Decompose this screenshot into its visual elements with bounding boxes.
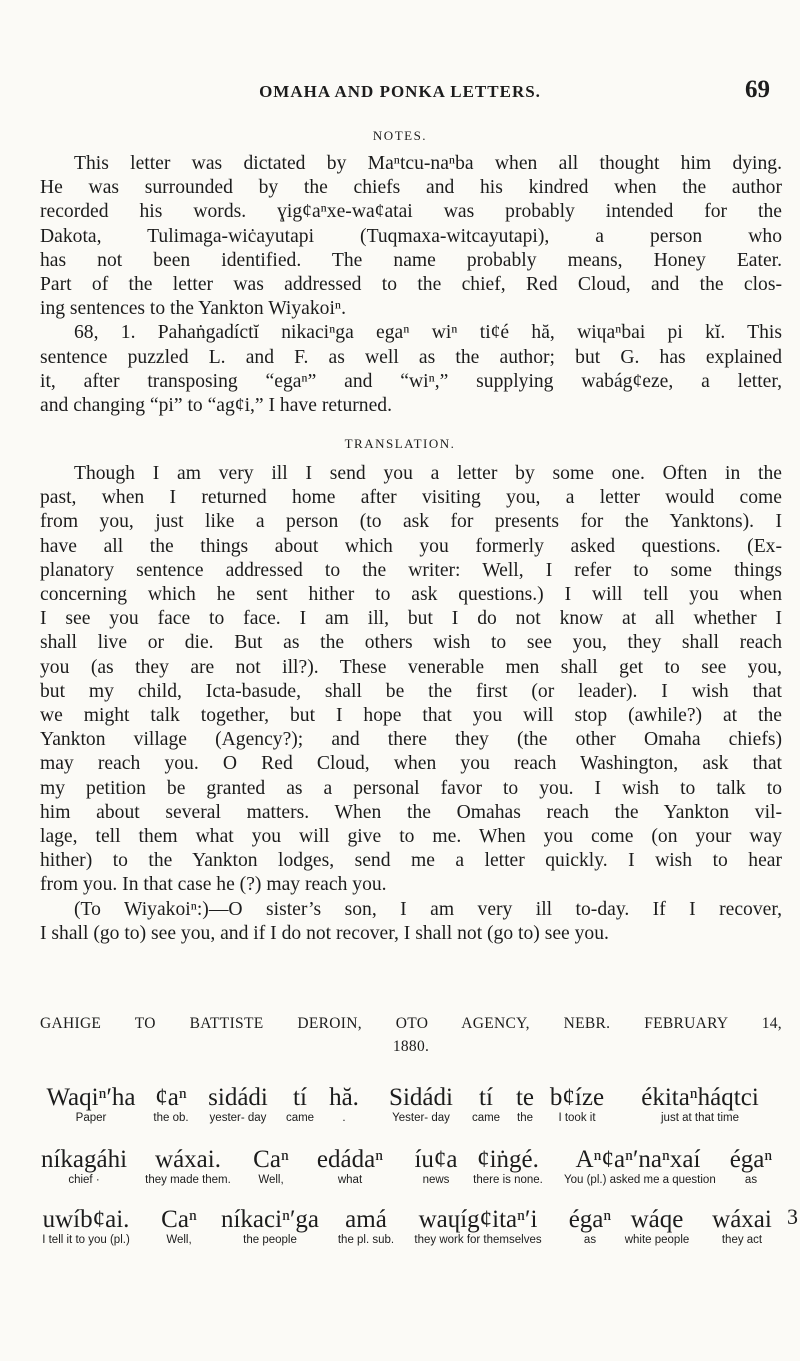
notes-paragraph [40, 152, 782, 418]
omaha-word: sidádi [208, 1084, 268, 1111]
english-gloss: I took it [558, 1112, 596, 1124]
interlinear-word [564, 1146, 716, 1187]
english-gloss: came [285, 1112, 315, 1124]
notes-line: Dakota, Tulimaga-wiċayutapi (Tuqmaxa-witcayutapi), a person who [40, 225, 782, 247]
translation-line: but my child, Icta-basude, shall be the first (or leader). I wish that [40, 680, 782, 702]
interlinear-word [246, 1146, 296, 1187]
interlinear-word [398, 1206, 558, 1247]
translation-line: from you. In that case he (?) may reach you. [40, 874, 387, 896]
notes-line: recorded his words. ɣig¢aⁿxe-wa¢atai was probably intended for the [40, 201, 782, 223]
english-gloss: just at that time [661, 1112, 739, 1124]
notes-line: ing sentences to the Yankton Wiyakoiⁿ. [40, 298, 346, 320]
translation-line: (To Wiyakoiⁿ:)—O sister’s son, I am very ill to-day. If I recover, [74, 898, 782, 920]
omaha-word: íu¢a [414, 1146, 458, 1173]
english-gloss: white people [624, 1234, 690, 1246]
omaha-word: te [515, 1084, 535, 1111]
interlinear-word [616, 1084, 784, 1125]
translation-line: we might talk together, but I hope that you will stop (awhile?) at the [40, 705, 782, 727]
english-gloss: the pl. sub. [337, 1234, 395, 1246]
letter-heading [40, 1012, 782, 1058]
translation-line: past, when I returned home after visiting you, a letter would come [40, 487, 782, 509]
translation-line: shall live or die. But as the others wish to see you, they shall reach [40, 632, 782, 654]
interlinear-word [466, 1084, 506, 1125]
omaha-word: b¢íze [549, 1084, 605, 1111]
english-gloss: . [342, 1112, 346, 1124]
omaha-word: níkaciⁿ′ga [220, 1206, 320, 1233]
interlinear-word [378, 1084, 464, 1125]
omaha-word: tí [479, 1084, 493, 1111]
omaha-word: Sidádi [389, 1084, 453, 1111]
english-gloss: they act [721, 1234, 763, 1246]
omaha-word: ékitaⁿháqtci [641, 1084, 759, 1111]
omaha-word: níkagáhi [40, 1146, 128, 1173]
translation-line: may reach you. O Red Cloud, when you reach Washington, ask that [40, 753, 782, 775]
omaha-word: tí [293, 1084, 307, 1111]
interlinear-word [36, 1206, 136, 1247]
interlinear-word [564, 1206, 616, 1247]
running-title: OMAHA AND PONKA LETTERS. [259, 82, 541, 101]
translation-line: from you, just like a person (to ask for presents for the Yanktons). I [40, 511, 782, 533]
english-gloss: Well, [166, 1234, 192, 1246]
notes-line: This letter was dictated by Maⁿtcu-naⁿba when all thought him dying. [74, 153, 782, 174]
english-gloss: Paper [75, 1112, 107, 1124]
omaha-word: uwíb¢ai. [42, 1206, 130, 1233]
notes-line: Part of the letter was addressed to the chief, Red Cloud, and the clos- [40, 274, 782, 296]
page-number: 69 [745, 76, 770, 103]
english-gloss: came [471, 1112, 501, 1124]
english-gloss: there is none. [473, 1174, 543, 1186]
interlinear-word [702, 1206, 782, 1247]
translation-line: my petition be granted as a personal favor to you. I wish to talk to [40, 777, 782, 799]
interlinear-word [406, 1146, 466, 1187]
translation-line: lage, tell them what you will give to me. When you come (on your way [40, 826, 782, 848]
notes-line: 68, 1. Pahaṅgadíctĭ nikaciⁿga egaⁿ wiⁿ ti¢é hă, wiɥaⁿbai pi kĭ. This [74, 322, 782, 344]
interlinear-word [154, 1206, 204, 1247]
omaha-word: égaⁿ [729, 1146, 773, 1173]
interlinear-word [322, 1084, 366, 1125]
interlinear-word [36, 1084, 146, 1125]
interlinear-word [720, 1146, 782, 1187]
omaha-word: égaⁿ [568, 1206, 612, 1233]
interlinear-word [280, 1084, 320, 1125]
translation-line: Though I am very ill I send you a letter by some one. Often in the [74, 463, 782, 484]
english-gloss: they made them. [145, 1174, 231, 1186]
omaha-word: wáxai. [155, 1146, 221, 1173]
omaha-word: wáxai [712, 1206, 772, 1233]
interlinear-line-2 [36, 1146, 786, 1206]
notes-heading: NOTES. [372, 128, 428, 143]
english-gloss: what [337, 1174, 363, 1186]
translation-line: him about several matters. When the Omahas reach the Yankton vil- [40, 801, 782, 823]
english-gloss: chief · [68, 1174, 100, 1186]
omaha-word: amá [345, 1206, 387, 1233]
translation-line: Yankton village (Agency?); and there they (the other Omaha chiefs) [40, 729, 782, 751]
notes-line: it, after transposing “egaⁿ” and “wiⁿ,” supplying wabág¢eze, a letter, [40, 370, 782, 392]
omaha-word: Waqiⁿ′ha [46, 1084, 136, 1111]
english-gloss: I tell it to you (pl.) [42, 1234, 130, 1246]
english-gloss: yester- day [209, 1112, 267, 1124]
omaha-word: ¢aⁿ [155, 1084, 187, 1111]
translation-line: concerning which he sent hither to ask questions.) I will tell you when [40, 584, 782, 606]
english-gloss: You (pl.) asked me a question [564, 1174, 716, 1186]
translation-line: have all the things about which you formerly asked questions. (Ex- [40, 535, 782, 557]
english-gloss: as [583, 1234, 597, 1246]
translation-heading: TRANSLATION. [344, 436, 456, 451]
translation-line: you (as they are not ill?). These venerable men shall get to see you, [40, 656, 782, 678]
omaha-word: Aⁿ¢aⁿ′naⁿxaí [575, 1146, 701, 1173]
letter-heading-line-2: 1880. [392, 1038, 430, 1055]
english-gloss: they work for themselves [414, 1234, 542, 1246]
interlinear-word [542, 1084, 612, 1125]
translation-line: I see you face to face. I am ill, but I do not know at all whether I [40, 608, 782, 630]
english-gloss: as [744, 1174, 758, 1186]
omaha-word: hă. [329, 1084, 359, 1111]
interlinear-word [198, 1084, 278, 1125]
notes-line: has not been identified. The name probably means, Honey Eater. [40, 249, 782, 271]
english-gloss: Yester- day [392, 1112, 450, 1124]
translation-line: planatory sentence addressed to the writer: Well, I refer to some things [40, 559, 782, 581]
interlinear-word [470, 1146, 546, 1187]
notes-line: He was surrounded by the chiefs and his kindred when the author [40, 177, 782, 199]
letter-heading-line-1: GAHIGE TO BATTISTE DEROIN, OTO AGENCY, NEBR. FEBRUARY 14, [40, 1015, 782, 1032]
interlinear-word [336, 1206, 396, 1247]
translation-line: hither) to the Yankton lodges, send me a letter quickly. I wish to hear [40, 850, 782, 872]
english-gloss: the people [243, 1234, 297, 1246]
notes-line: and changing “pi” to “ag¢i,” I have returned. [40, 395, 392, 417]
english-gloss: Well, [258, 1174, 284, 1186]
interlinear-word [620, 1206, 694, 1247]
omaha-word: wáqe [630, 1206, 684, 1233]
interlinear-word [140, 1146, 236, 1187]
english-gloss: the ob. [153, 1112, 189, 1124]
interlinear-line-1 [36, 1084, 786, 1144]
omaha-word: Caⁿ [161, 1206, 197, 1233]
notes-line: sentence puzzled L. and F. as well as the author; but G. has explained [40, 346, 782, 368]
interlinear-word [302, 1146, 398, 1187]
interlinear-word [36, 1146, 132, 1187]
omaha-word: waɥíg¢itaⁿ′i [418, 1206, 538, 1233]
omaha-word: edádaⁿ [316, 1146, 384, 1173]
translation-line: I shall (go to) see you, and if I do not recover, I shall not (go to) see you. [40, 922, 609, 944]
translation-paragraph [40, 462, 782, 946]
omaha-word: ¢iṅgé. [477, 1146, 539, 1173]
margin-line-number: 3 [787, 1204, 798, 1229]
interlinear-line-3 [36, 1206, 786, 1266]
interlinear-word [508, 1084, 542, 1125]
omaha-word: Caⁿ [253, 1146, 289, 1173]
english-gloss: news [422, 1174, 450, 1186]
english-gloss: the [517, 1112, 533, 1124]
interlinear-word [210, 1206, 330, 1247]
interlinear-word [148, 1084, 194, 1125]
